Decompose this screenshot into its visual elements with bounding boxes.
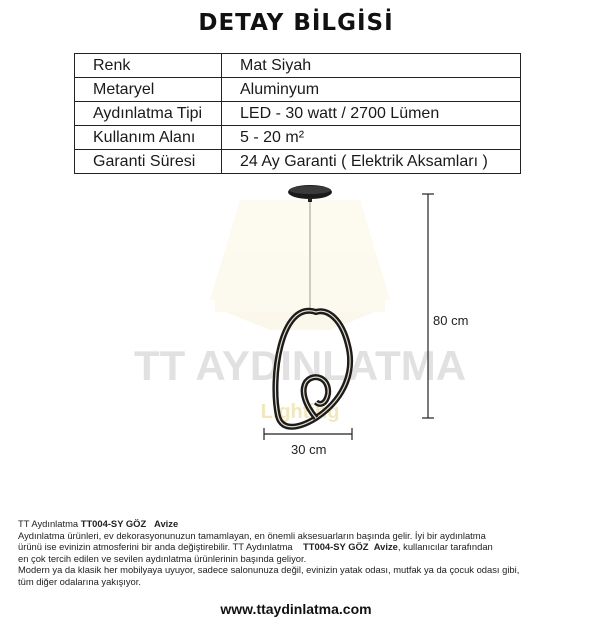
website-link[interactable]: www.ttaydinlatma.com <box>220 601 372 617</box>
product-type: Avize <box>154 518 179 529</box>
product-type: Avize <box>373 541 398 553</box>
watermark-sub: Lighting <box>260 401 340 423</box>
page-title: DETAY BİLGİSİ <box>198 10 394 36</box>
description-text: ürünü ise evinizin atmosferini bir anda değiştirebilir. TT Aydınlatma <box>18 541 293 553</box>
product-image <box>130 180 470 510</box>
spec-value: Mat Siyah <box>222 54 521 78</box>
product-description <box>18 518 583 588</box>
spec-label: Renk <box>75 54 222 78</box>
spec-row <box>75 54 521 78</box>
description-line: ürünü ise evinizin atmosferini bir anda değiştirebilir. TT Aydınlatma TT004-SY GÖZ Avize, kullanıcılar tarafından <box>18 541 493 553</box>
spec-value: 5 - 20 m² <box>222 126 521 150</box>
spec-row <box>75 78 521 102</box>
spec-label: Kullanım Alanı <box>75 126 222 150</box>
canopy-top <box>289 186 331 194</box>
watermark-brand: TT AYDINLATMA <box>133 342 467 389</box>
description-line: en çok tercih edilen ve sevilen aydınlatma ürünlerinin başında geliyor. <box>18 552 307 564</box>
spec-row <box>75 102 521 126</box>
spec-value: Aluminyum <box>222 78 521 102</box>
description-line: tüm diğer odalarına yakışıyor. <box>18 575 141 587</box>
spec-label: Garanti Süresi <box>75 150 222 174</box>
description-heading <box>18 518 583 530</box>
brand-name: TT Aydınlatma <box>18 518 79 529</box>
height-label: 80 cm <box>433 313 469 328</box>
spec-table <box>74 53 521 174</box>
width-label: 30 cm <box>291 442 327 457</box>
spec-row <box>75 126 521 150</box>
description-text: kullanıcılar tarafından <box>403 541 493 553</box>
model-code: TT004-SY GÖZ <box>80 518 147 529</box>
spec-label: Aydınlatma Tipi <box>75 102 222 126</box>
canopy-stem <box>308 198 312 202</box>
spec-value: LED - 30 watt / 2700 Lümen <box>222 102 521 126</box>
width-dimension-line <box>264 428 352 440</box>
description-line: Modern ya da klasik her mobilyaya uyuyor, sadece salonunuza değil, evinizin yatak odası, mutfak ya da çocuk odası gibi, <box>18 564 520 576</box>
spec-row <box>75 150 521 174</box>
description-line: Aydınlatma ürünleri, ev dekorasyonunuzun tamamlayan, en önemli aksesuarların başında gelir. İyi bir aydınlatma <box>18 529 486 541</box>
model-code: TT004-SY GÖZ <box>303 541 369 553</box>
spec-value: 24 Ay Garanti ( Elektrik Aksamları ) <box>222 150 521 174</box>
spec-label: Metaryel <box>75 78 222 102</box>
